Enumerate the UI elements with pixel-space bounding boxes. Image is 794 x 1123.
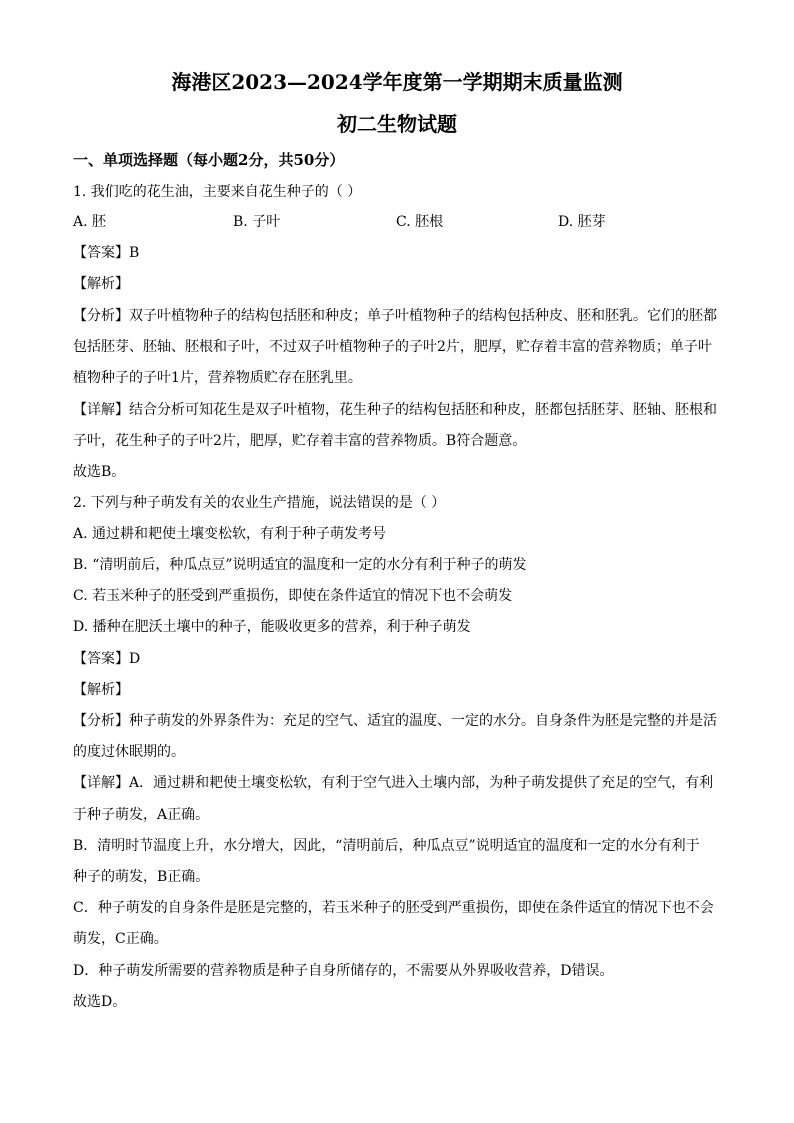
question-2-xiangjie-line-4: 种子的萌发，B正确。 <box>73 869 210 885</box>
question-1-option-d: D. 胚芽 <box>558 214 606 230</box>
question-2-xiangjie-line-3: B．清明时节温度上升，水分增大，因此，“清明前后，种瓜点豆”说明适宜的温度和一定的水分有利于 <box>73 838 700 854</box>
question-2-option-b: B. “清明前后，种瓜点豆”说明适宜的温度和一定的水分有利于种子的萌发 <box>73 557 527 573</box>
question-2-stem: 2. 下列与种子萌发有关的农业生产措施，说法错误的是（ ） <box>73 495 446 511</box>
page-title: 海港区2023—2024学年度第一学期期末质量监测 <box>171 70 623 94</box>
question-1-options <box>73 212 723 232</box>
question-2-answer: 【答案】D <box>73 651 141 667</box>
question-2-option-d: D. 播种在肥沃土壤中的种子，能吸收更多的营养，利于种子萌发 <box>73 619 471 635</box>
question-1-option-c: C. 胚根 <box>396 214 444 230</box>
page-subtitle: 初二生物试题 <box>337 112 457 136</box>
question-1-fenxi-line-3: 植物种子的子叶1片，营养物质贮存在胚乳里。 <box>73 370 362 386</box>
question-1-analysis-label: 【解析】 <box>73 276 129 292</box>
question-2-analysis-label: 【解析】 <box>73 682 129 698</box>
question-1-xiangjie-line-2: 子叶，花生种子的子叶2片，肥厚，贮存着丰富的营养物质。B符合题意。 <box>73 433 527 449</box>
question-2-fenxi-line-1: 【分析】种子萌发的外界条件为：充足的空气、适宜的温度、一定的水分。自身条件为胚是完整的并是活 <box>73 713 717 729</box>
question-2-xiangjie-line-1: 【详解】A．通过耕和耙使土壤变松软，有利于空气进入土壤内部，为种子萌发提供了充足的空气，有利 <box>73 775 714 791</box>
question-2-option-a: A. 通过耕和耙使土壤变松软，有利于种子萌发考号 <box>73 526 387 542</box>
question-1-fenxi-line-1: 【分析】双子叶植物种子的结构包括胚和种皮；单子叶植物种子的结构包括种皮、胚和胚乳。它们的胚都 <box>73 308 717 324</box>
question-1-option-b: B. 子叶 <box>233 214 281 230</box>
question-2-option-c: C. 若玉米种子的胚受到严重损伤，即使在条件适宜的情况下也不会萌发 <box>73 588 513 604</box>
question-1-option-a: A. 胚 <box>73 214 107 230</box>
question-2-xiangjie-line-5: C．种子萌发的自身条件是胚是完整的，若玉米种子的胚受到严重损伤，即使在条件适宜的情况下也不会 <box>73 900 714 916</box>
question-2-xiangjie-line-7: D．种子萌发所需要的营养物质是种子自身所储存的，不需要从外界吸收营养，D错误。 <box>73 963 614 979</box>
question-2-fenxi-line-2: 的度过休眠期的。 <box>73 744 185 760</box>
section-heading: 一、单项选择题（每小题2分，共50分） <box>73 151 345 169</box>
question-2-xiangjie-line-6: 萌发，C正确。 <box>73 931 168 947</box>
question-1-xiangjie-line-1: 【详解】结合分析可知花生是双子叶植物，花生种子的结构包括胚和种皮，胚都包括胚芽、胚轴、胚根和 <box>73 402 717 418</box>
question-1-conclusion: 故选B。 <box>73 464 126 480</box>
question-1-stem: 1. 我们吃的花生油，主要来自花生种子的（ ） <box>73 184 362 200</box>
question-2-conclusion: 故选D。 <box>73 994 127 1010</box>
question-1-fenxi-line-2: 包括胚芽、胚轴、胚根和子叶，不过双子叶植物种子的子叶2片，肥厚，贮存着丰富的营养物质；单子叶 <box>73 339 712 355</box>
question-2-xiangjie-line-2: 于种子萌发，A正确。 <box>73 807 210 823</box>
question-1-answer: 【答案】B <box>73 245 140 261</box>
